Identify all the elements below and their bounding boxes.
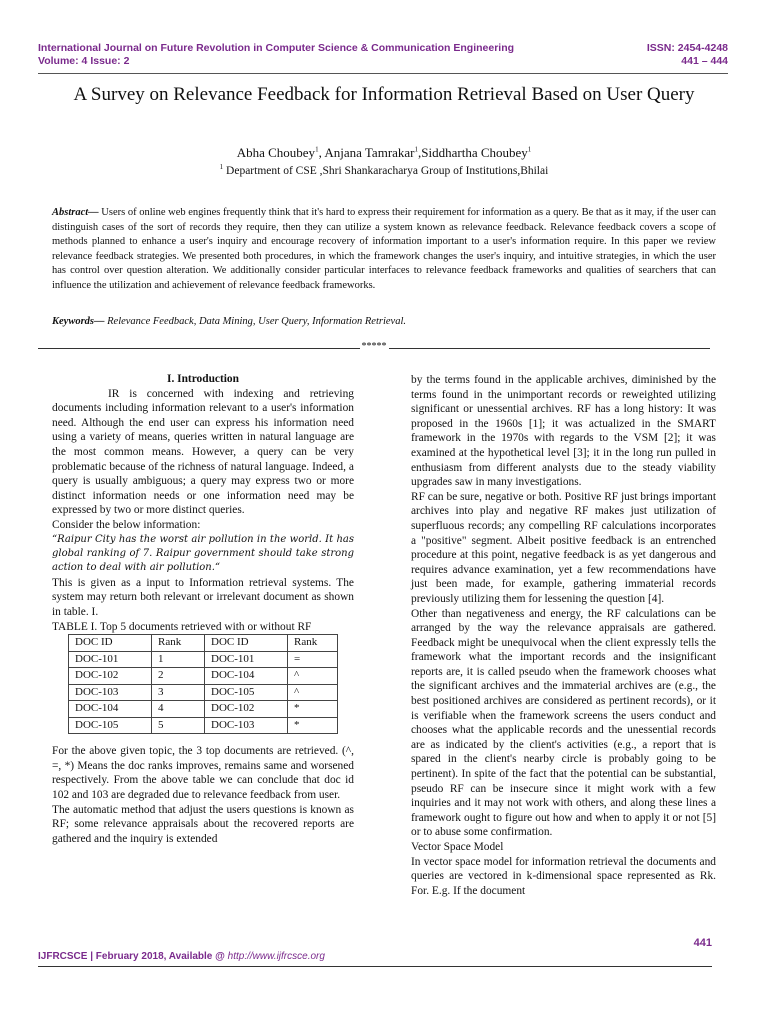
table-cell: DOC-105: [205, 684, 288, 701]
table-row: [69, 651, 338, 668]
author-name: Abha Choubey: [236, 145, 316, 160]
affiliation: [0, 165, 768, 177]
table-header-cell: Rank: [152, 635, 205, 652]
table-header-row: [69, 635, 338, 652]
paragraph: In vector space model for information retrieval the documents and queries are vectored in k-dimensional space represented as Rk. For. E.g. If the document: [411, 855, 716, 897]
abstract-text: Users of online web engines frequently think that it's hard to express their requirement for information as a query. Be that as it may, if the user can distinguish cases of the sort of records they require, then they can utilize a system known as relevance feedback. Relevance feedback covers a scope of methods planned to enhance a user's inquiry and encourage recovery of information important to a user's information require. In this paper we review relevance feedback strategies. We presented both procedures, in which the framework changes the user's inquiry, and intuitive strategies, in which the user has control over question alteration. We additionally consider particular interfaces to relevance feedback frameworks and qualities of searchers that can influence the utilization and achievement of relevance feedback frameworks.: [52, 207, 716, 291]
issn: ISSN: 2454-4248: [646, 42, 728, 54]
paragraph: The automatic method that adjust the users questions is known as RF; some relevance appraisals about the recovered reports are gathered and the inquiry is extended: [52, 803, 354, 845]
footer-text: IJFRCSCE | February 2018, Available @: [38, 951, 228, 962]
table-cell: =: [288, 651, 338, 668]
results-table: [68, 634, 338, 734]
header-left: [38, 42, 514, 68]
page-footer: [38, 951, 325, 962]
table-row: [69, 668, 338, 685]
header-right: [647, 42, 728, 68]
subheading: Vector Space Model: [411, 841, 504, 853]
table-row: [69, 684, 338, 701]
author-affil-mark: 1: [315, 145, 319, 154]
footer-rule: [38, 966, 712, 967]
author-name: , Anjana Tamrakar: [318, 145, 415, 160]
abstract: [52, 206, 716, 294]
paragraph: For the above given topic, the 3 top documents are retrieved. (^, =, *) Means the doc ranks improves, remains same and worsened respectively. From the above table we can conclude that doc id 102 and 103 are degraded due to relevance feedback from user.: [52, 745, 354, 801]
table-cell: DOC-104: [205, 668, 288, 685]
table-header-cell: DOC ID: [205, 635, 288, 652]
table-cell: 4: [152, 701, 205, 718]
table-cell: DOC-101: [205, 651, 288, 668]
section-separator: [38, 338, 710, 352]
page-number: 441: [693, 937, 712, 949]
paragraph: IR is concerned with indexing and retrieving documents including information relevant to a user's information need. Although the end user can express his information need using a variety of means, queries written in natural language are the most common means. However, a query can be very problematic because of the richness of natural language. Indeed, a query is usually ambiguous; a query may express two or more distinct information needs or one information need may be expressed by two or more distinct queries.: [52, 387, 354, 517]
table-header-cell: DOC ID: [69, 635, 152, 652]
volume-issue: Volume: 4 Issue: 2: [38, 55, 130, 67]
keywords: [52, 316, 716, 327]
journal-name: International Journal on Future Revolution in Computer Science & Communication Engineering: [38, 42, 515, 54]
table-cell: DOC-104: [69, 701, 152, 718]
table-cell: DOC-103: [69, 684, 152, 701]
table-row: [69, 717, 338, 734]
table-cell: DOC-102: [205, 701, 288, 718]
separator-stars: *****: [361, 341, 387, 352]
paragraph: Other than negativeness and energy, the RF calculations can be arranged by the way the relevance appraisals are gathered. Feedback might be unequivocal when the client expressly tells the framework what the important records and the insignificant reports are, it is called pseudo when the framework chooses what the significant archives and the immaterial archives are (e.g., the best positioned archives are considered as pertinent records), or it is verifiable when the framework screens the users conduct and chooses what the applicable records and the unessential records are as indicated by the client's activities (e.g., a report that is spared in the client's nearby circle is probably going to be pertinent). In spite of the fact that the potential can be substantial, pseudo RF can be insecure since it might work with a few inquiries and it may not work with others, and along these lines a framework ought to figure out how and when to apply it or not [5] or to abuse some confirmation.: [411, 607, 716, 839]
table-cell: ^: [288, 684, 338, 701]
table-cell: 2: [152, 668, 205, 685]
table-cell: *: [288, 701, 338, 718]
footer-url[interactable]: http://www.ijfrcsce.org: [227, 951, 325, 962]
table-cell: DOC-102: [69, 668, 152, 685]
author-list: [0, 145, 768, 161]
paragraph: RF can be sure, negative or both. Positive RF just brings important archives into play and negative RF makes just utilization of superfluous records; any compelling RF calculations incorporates a "positive" segment. Albeit positive feedback is an entrenched procedure at this point, negative feedback is as yet dangerous and requires advance examination, yet a few recommendations have just been made, for example, gathering immaterial records previously utilizing them for lessening the question [4].: [411, 490, 716, 605]
left-column: [52, 372, 354, 846]
table-cell: *: [288, 717, 338, 734]
author-name: ,Siddhartha Choubey: [418, 145, 528, 160]
right-column: [411, 373, 716, 898]
table-cell: 3: [152, 684, 205, 701]
keywords-label: Keywords—: [52, 316, 105, 327]
paper-title: A Survey on Relevance Feedback for Information Retrieval Based on User Query: [73, 84, 695, 105]
table-cell: DOC-103: [205, 717, 288, 734]
table-cell: DOC-101: [69, 651, 152, 668]
table-cell: 5: [152, 717, 205, 734]
table-header-cell: Rank: [288, 635, 338, 652]
affiliation-text: Department of CSE ,Shri Shankaracharya Group of Institutions,Bhilai: [223, 165, 549, 177]
table-caption: TABLE I. Top 5 documents retrieved with or without RF: [52, 620, 312, 633]
paragraph: by the terms found in the applicable archives, diminished by the terms found in the unimportant records or reweighted utilizing significant or unessential archives. RF has a long history: It was proposed in the 1960s [1]; it was actualized in the SMART framework in the 1970s with regards to the VSM [2]; it was examined at the hypothetical level [3]; it in the long run pulled in enthusiasm from different analysts due to the steady viability upgrades saw in many investigations.: [411, 374, 716, 489]
paragraph: This is given as a input to Information retrieval systems. The system may return both relevant or irrelevant document as shown in table. I.: [52, 576, 354, 618]
table-cell: ^: [288, 668, 338, 685]
keywords-text: Relevance Feedback, Data Mining, User Query, Information Retrieval.: [104, 316, 406, 327]
author-affil-mark: 1: [527, 145, 532, 154]
affiliation-mark: 1: [219, 163, 224, 172]
table-cell: DOC-105: [69, 717, 152, 734]
table-row: [69, 701, 338, 718]
page-range: 441 – 444: [681, 55, 728, 67]
paragraph: Consider the below information:: [52, 518, 201, 531]
author-affil-mark: 1: [414, 145, 419, 154]
section-heading: I. Introduction: [167, 373, 239, 385]
header-rule: [38, 73, 728, 74]
abstract-label: Abstract—: [52, 207, 99, 218]
quoted-example: “Raipur City has the worst air pollution in the world. It has global ranking of 7. Raipur government should take strong action to deal with air pollution.“: [52, 533, 354, 574]
table-cell: 1: [152, 651, 205, 668]
